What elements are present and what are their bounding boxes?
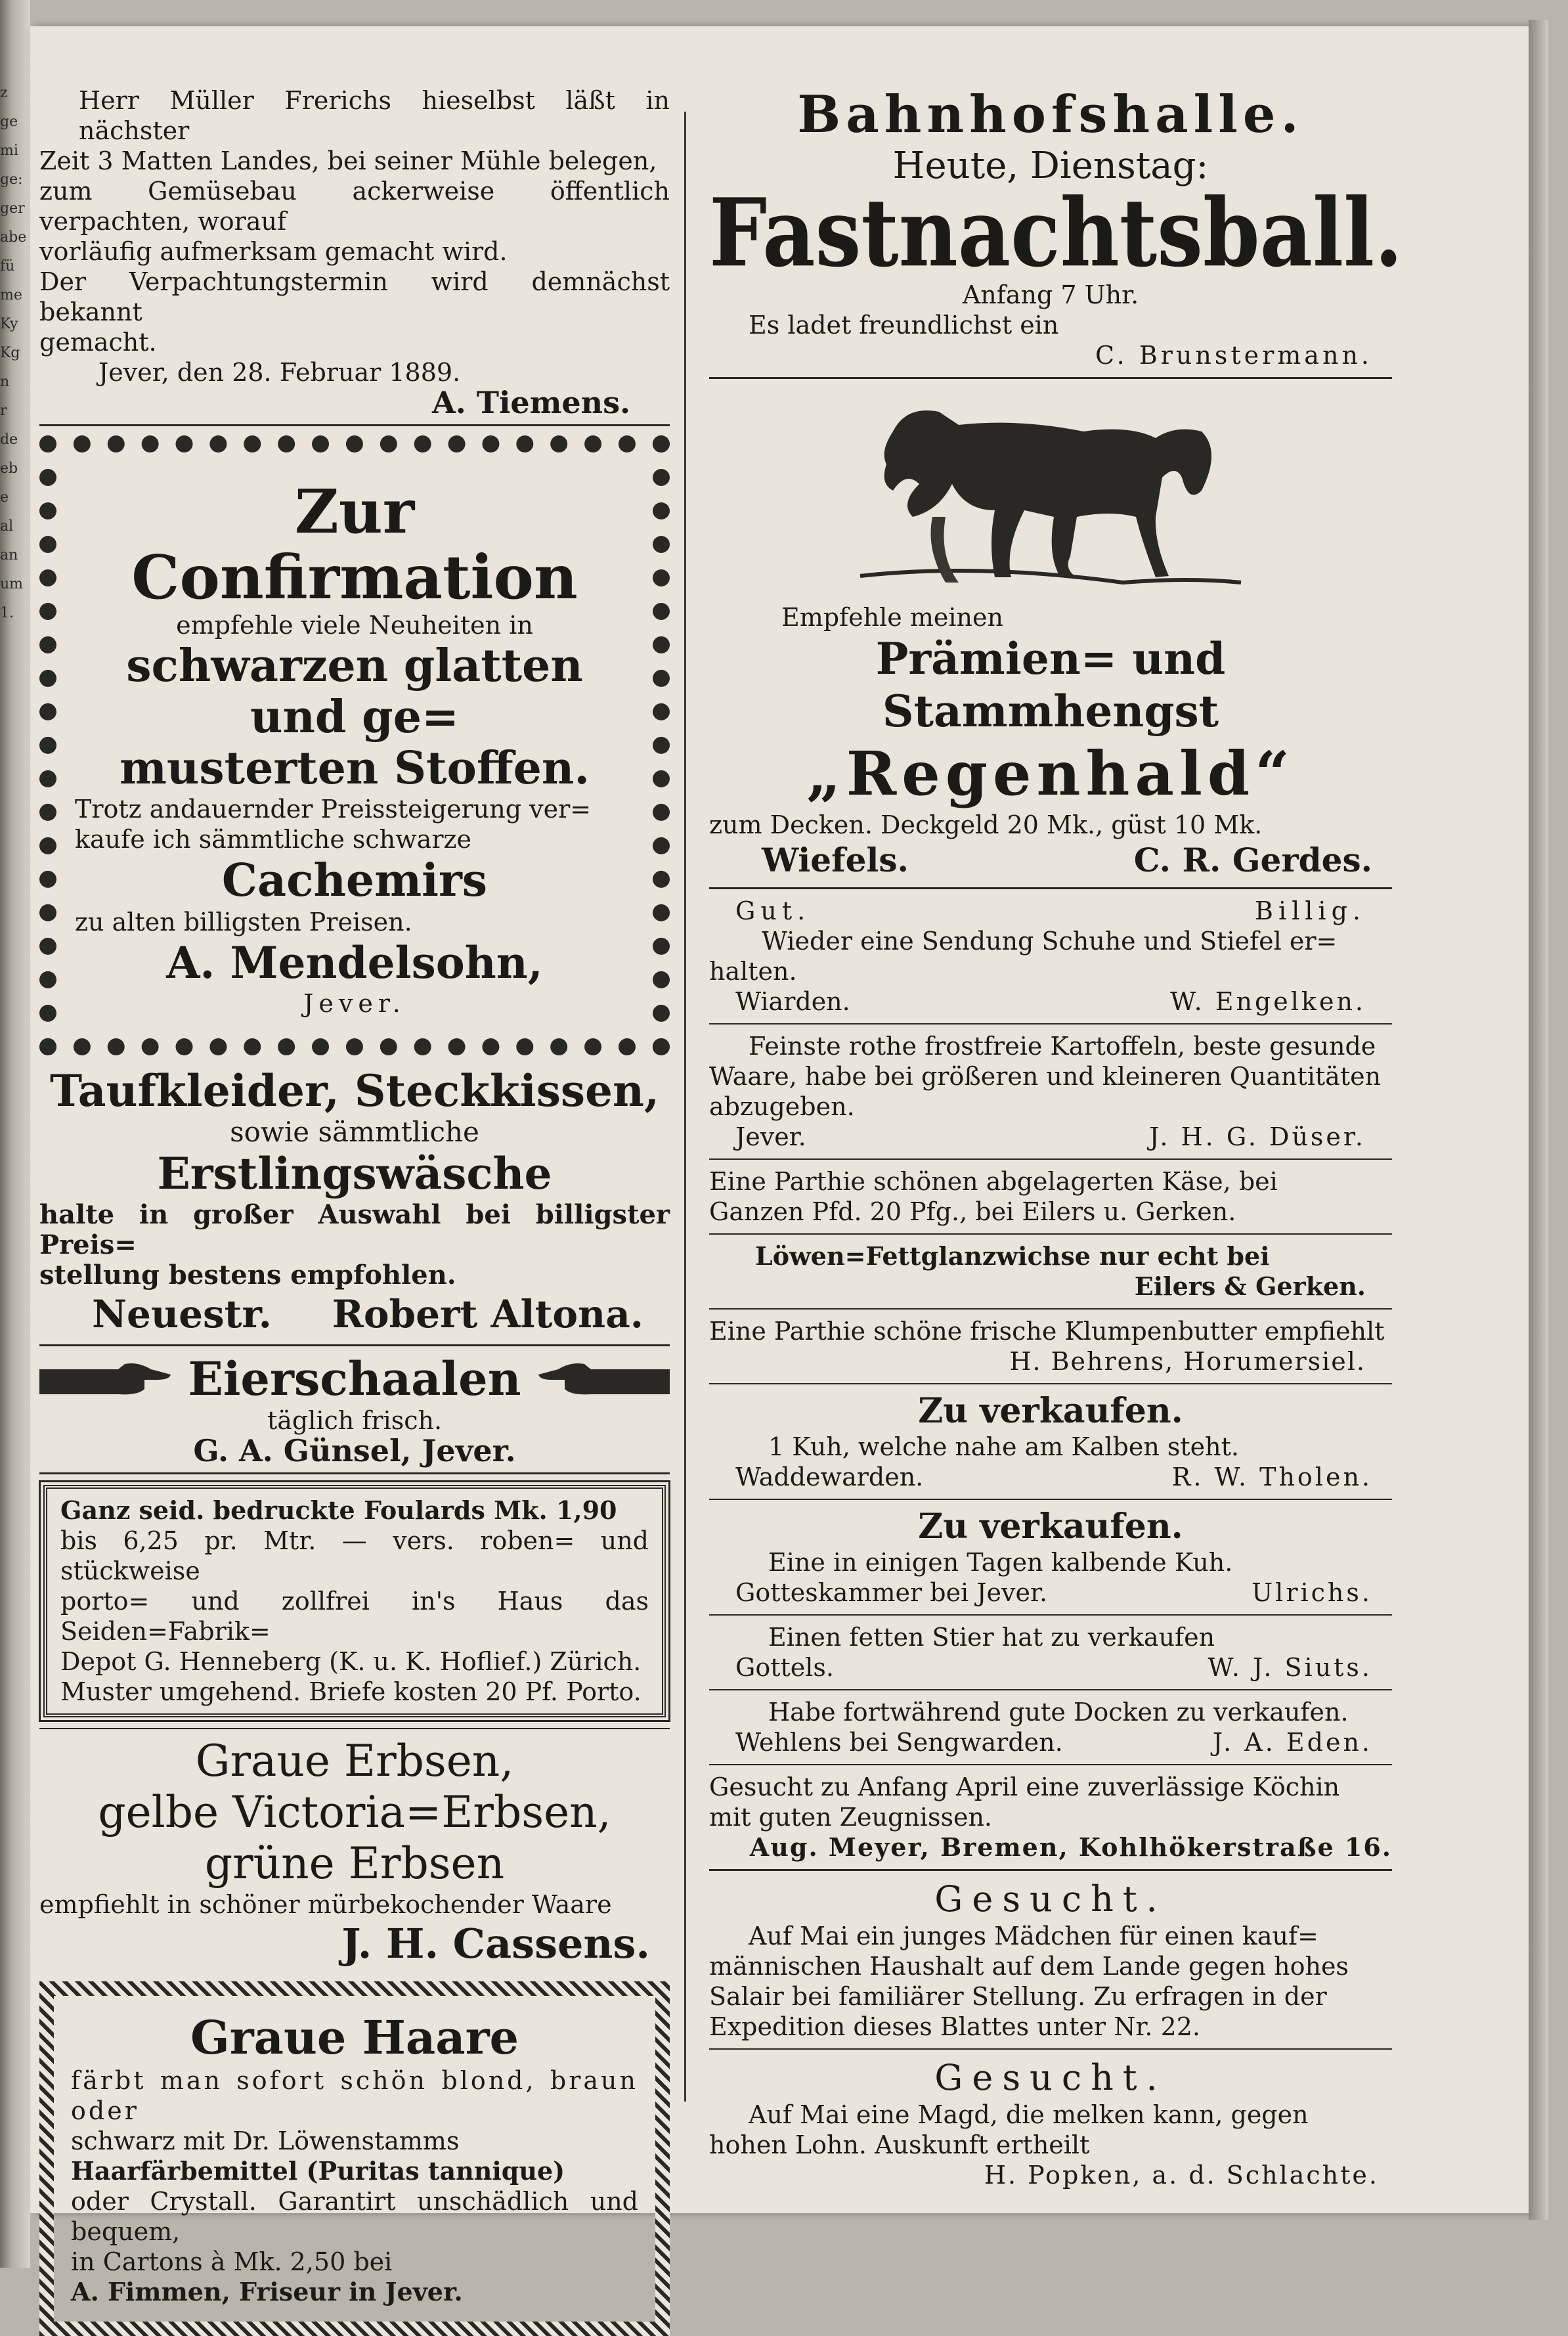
fragment-text: e [0, 489, 9, 506]
fragment-text: an [0, 547, 18, 563]
text-line: Waare, habe bei größeren und kleineren Quantitäten [709, 1062, 1382, 1091]
gesucht1-body [709, 1921, 1392, 2042]
hengst-signature: C. R. Gerdes. [1133, 841, 1372, 879]
eierschaalen-signature: G. A. Günsel, Jever. [193, 1433, 516, 1468]
ad-kuh-1 [709, 1391, 1392, 1492]
fragment-text: mi [0, 143, 18, 159]
divider [709, 1614, 1392, 1616]
docken-place: Wehlens bei Sengwarden. [735, 1728, 1063, 1757]
confirmation-big2: musterten Stoffen. [119, 742, 590, 795]
taufkleider-line1: sowie sämmtliche [230, 1116, 479, 1148]
hengst-line1: Empfehle meinen [781, 603, 1003, 632]
text-line: männischen Haushalt auf dem Lande gegen hohes [709, 1952, 1349, 1981]
divider [709, 1764, 1392, 1765]
divider [709, 1158, 1392, 1160]
kuh1-signature: R. W. Tholen. [1171, 1463, 1372, 1491]
foulards-line1: Ganz seid. bedruckte Foulards Mk. 1,90 [60, 1495, 617, 1525]
bahnhof-big: Fastnachtsball. [709, 179, 1403, 288]
text-line: Auf Mai ein junges Mädchen für einen kauf= [749, 1922, 1318, 1950]
confirmation-line2: Trotz andauernder Preissteigerung ver= [75, 795, 592, 824]
pointing-hand-left-icon [538, 1360, 670, 1398]
kuh1-place: Waddewarden. [735, 1463, 924, 1491]
taufkleider-street: Neuestr. [92, 1292, 272, 1336]
text-line: Der Verpachtungstermin wird demnächst bekannt [39, 267, 670, 326]
fragment-text: me [0, 287, 22, 303]
fragment-text: ge [0, 114, 18, 130]
kuh2-footer [709, 1577, 1392, 1608]
fragment-text: 1. [0, 605, 14, 621]
taufkleider-line2: halte in großer Auswahl bei billigster Preis= [39, 1199, 670, 1260]
schuhe-signature: W. Engelken. [1170, 987, 1366, 1016]
ad-gesucht-1 [709, 1878, 1392, 2042]
fragment-text: z [0, 85, 8, 101]
bahnhof-start: Anfang 7 Uhr. [962, 280, 1139, 309]
ad-kartoffeln [709, 1031, 1392, 1152]
text-line: vorläufig aufmerksam gemacht wird. [39, 237, 508, 266]
klumpenbutter-signature: H. Behrens, Horumersiel. [1009, 1347, 1366, 1376]
wichse-line1: Löwen=Fettglanzwichse nur echt bei [755, 1241, 1270, 1271]
confirmation-line3: kaufe ich sämmtliche schwarze [75, 825, 472, 854]
erbsen-line4: empfiehlt in schöner mürbekochender Waare [39, 1890, 612, 1919]
divider [709, 1869, 1392, 1871]
text-line: gemacht. [39, 328, 157, 357]
fragment-text: abe [0, 229, 26, 246]
divider [39, 1344, 670, 1346]
divider [709, 1383, 1392, 1384]
ad-stammhengst [709, 386, 1392, 881]
ad-gesucht-2 [709, 2056, 1392, 2190]
fragment-text: al [0, 518, 14, 535]
ad-eierschaalen [39, 1353, 670, 1466]
ad-stier [709, 1622, 1392, 1683]
hengst-place: Wiefels. [762, 841, 909, 879]
fragment-text: ge: [0, 171, 23, 188]
docken-footer [709, 1727, 1392, 1757]
kuh2-place: Gotteskammer bei Jever. [735, 1578, 1048, 1607]
horse-illustration [847, 386, 1254, 602]
erbsen-line3: grüne Erbsen [204, 1838, 505, 1889]
divider [709, 1023, 1392, 1025]
kuh1-title: Zu verkaufen. [918, 1391, 1183, 1431]
right-column [709, 85, 1403, 2190]
stier-footer [709, 1652, 1392, 1683]
graue-haare-line2: schwarz mit Dr. Löwenstamms [71, 2127, 460, 2155]
ad-koechin [709, 1772, 1392, 1862]
graue-haare-line1: färbt man sofort schön blond, braun oder [71, 2066, 638, 2125]
schuhe-footer [709, 986, 1392, 1017]
stier-place: Gottels. [735, 1653, 834, 1682]
koechin-line2: mit guten Zeugnissen. [709, 1803, 993, 1832]
fragment-text: fü [0, 258, 15, 275]
confirmation-big3: Cachemirs [221, 854, 488, 907]
ad-erbsen [39, 1736, 670, 1968]
confirmation-line1: empfehle viele Neuheiten in [176, 611, 533, 640]
muller-body [39, 85, 670, 357]
ad-taufkleider [39, 1065, 670, 1338]
stier-signature: W. J. Siuts. [1208, 1653, 1372, 1682]
taufkleider-title: Taufkleider, Steckkissen, [50, 1065, 659, 1116]
kuh1-line1: 1 Kuh, welche nahe am Kalben steht. [768, 1432, 1239, 1461]
hengst-line2: zum Decken. Deckgeld 20 Mk., güst 10 Mk. [709, 810, 1263, 839]
divider [39, 1472, 670, 1474]
fragment-text: Kg [0, 345, 20, 361]
divider [709, 1233, 1392, 1235]
ad-confirmation [39, 435, 670, 1055]
divider [709, 2048, 1392, 2050]
graue-haare-line5: in Cartons à Mk. 2,50 bei [71, 2247, 393, 2276]
ad-wichse [709, 1241, 1392, 1302]
divider [709, 1689, 1392, 1690]
confirmation-place: Jever. [303, 989, 406, 1018]
bahnhof-title: Bahnhofshalle. [797, 85, 1304, 144]
divider [709, 1499, 1392, 1500]
confirmation-signature: A. Mendelsohn, [166, 937, 543, 988]
erbsen-line1: Graue Erbsen, [195, 1736, 514, 1786]
hengst-footer [709, 840, 1392, 881]
taufkleider-footer [39, 1290, 670, 1338]
ad-foulards [43, 1485, 666, 1717]
taufkleider-line3: stellung bestens empfohlen. [39, 1260, 456, 1290]
foulards-line2: bis 6,25 pr. Mtr. — vers. roben= und stückweise [60, 1526, 649, 1585]
kuh2-signature: Ulrichs. [1252, 1578, 1372, 1607]
fragment-text: ger [0, 200, 25, 217]
previous-page-fragments [0, 79, 26, 628]
pointing-hand-right-icon [39, 1360, 171, 1398]
docken-line1: Habe fortwährend gute Docken zu verkaufen. [768, 1698, 1349, 1727]
text-line: abzugeben. [709, 1092, 855, 1121]
text-line: hohen Lohn. Auskunft ertheilt [709, 2130, 1090, 2159]
left-column [39, 85, 670, 2336]
text-line: Expedition dieses Blattes unter Nr. 22. [709, 2012, 1200, 2041]
text-line: Auf Mai eine Magd, die melken kann, gegen [749, 2100, 1309, 2129]
eierschaalen-title: Eierschaalen [188, 1352, 521, 1406]
schuhe-left: Gut. [735, 896, 811, 925]
schuhe-line2: halten. [709, 957, 797, 986]
ad-bahnhofshalle [709, 85, 1403, 370]
ad-klumpenbutter [709, 1316, 1392, 1377]
divider [39, 424, 670, 426]
bahnhof-invite: Es ladet freundlichst ein [749, 311, 1059, 340]
gesucht2-body [709, 2100, 1392, 2160]
fragment-text: de [0, 431, 18, 448]
taufkleider-big: Erstlingswäsche [157, 1148, 552, 1199]
taufkleider-name: Robert Altona. [332, 1292, 643, 1336]
text-line: Feinste rothe frostfreie Kartoffeln, beste gesunde [749, 1032, 1376, 1061]
wichse-signature: Eilers & Gerken. [1134, 1271, 1366, 1301]
schuhe-place: Wiarden. [735, 987, 850, 1016]
fragment-text: n [0, 374, 10, 390]
kaese-line1: Eine Parthie schönen abgelagerten Käse, bei [709, 1167, 1278, 1196]
confirmation-title: Zur Confirmation [131, 476, 578, 613]
text-line: Salair bei familiärer Stellung. Zu erfragen in der [709, 1982, 1327, 2011]
fragment-text: Ky [0, 316, 18, 332]
kartoffeln-body [709, 1031, 1392, 1122]
graue-haare-line6: A. Fimmen, Friseur in Jever. [71, 2277, 463, 2306]
schuhe-line1: Wieder eine Sendung Schuhe und Stiefel er= [762, 927, 1338, 956]
schuhe-right: Billig. [1255, 896, 1366, 925]
muller-signature: A. Tiemens. [432, 385, 630, 420]
divider [709, 887, 1392, 889]
column-divider [684, 112, 686, 2102]
docken-signature: J. A. Eden. [1212, 1728, 1372, 1757]
divider [709, 377, 1392, 379]
confirmation-big1: schwarzen glatten und ge= [126, 640, 583, 743]
kartoffeln-footer [709, 1122, 1392, 1152]
fragment-text: eb [0, 460, 18, 477]
erbsen-signature: J. H. Cassens. [341, 1920, 650, 1968]
fragment-text: um [0, 576, 24, 592]
stier-line1: Einen fetten Stier hat zu verkaufen [768, 1623, 1215, 1652]
koechin-signature: Aug. Meyer, Bremen, Kohlhökerstraße 16. [749, 1832, 1392, 1862]
graue-haare-line4: oder Crystall. Garantirt unschädlich und bequem, [71, 2187, 638, 2246]
divider [39, 1728, 670, 1729]
confirmation-line4: zu alten billigsten Preisen. [75, 908, 412, 937]
kartoffeln-place: Jever. [735, 1122, 806, 1151]
kuh1-footer [709, 1462, 1392, 1492]
text-line: Herr Müller Frerichs hieselbst läßt in nächster [79, 86, 670, 145]
kuh2-title: Zu verkaufen. [918, 1507, 1183, 1547]
eierschaalen-line1: täglich frisch. [267, 1406, 443, 1435]
kaese-line2: Ganzen Pfd. 20 Pfg., bei Eilers u. Gerken. [709, 1197, 1236, 1226]
foulards-line5: Muster umgehend. Briefe kosten 20 Pf. Porto. [60, 1677, 642, 1706]
graue-haare-line3: Haarfärbemittel (Puritas tannique) [71, 2156, 565, 2186]
kuh2-line1: Eine in einigen Tagen kalbende Kuh. [768, 1548, 1233, 1577]
fragment-text: r [0, 403, 7, 419]
hengst-name: „Regenhald“ [806, 738, 1296, 809]
gesucht2-title: Gesucht. [934, 2057, 1167, 2098]
foulards-line4: Depot G. Henneberg (K. u. K. Hoflief.) Zürich. [60, 1647, 642, 1676]
gesucht1-title: Gesucht. [934, 1878, 1167, 1920]
bahnhof-signature: C. Brunstermann. [1095, 341, 1372, 370]
bahnhof-subtitle: Heute, Dienstag: [892, 144, 1209, 187]
gesucht2-signature: H. Popken, a. d. Schlachte. [984, 2161, 1379, 2190]
ad-kaese [709, 1166, 1392, 1227]
divider [709, 1308, 1392, 1310]
text-line: Zeit 3 Matten Landes, bei seiner Mühle belegen, [39, 146, 657, 175]
schuhe-header [709, 896, 1392, 926]
eierschaalen-heading [39, 1353, 670, 1405]
graue-haare-title: Graue Haare [190, 2010, 519, 2065]
ad-docken [709, 1697, 1392, 1757]
scan-right-edge [1529, 20, 1548, 2220]
koechin-line1: Gesucht zu Anfang April eine zuverlässige Köchin [709, 1773, 1340, 1801]
muller-date: Jever, den 28. Februar 1889. [98, 358, 461, 387]
kartoffeln-signature: J. H. G. Düser. [1149, 1122, 1366, 1151]
foulards-line3: porto= und zollfrei in's Haus das Seiden=Fabrik= [60, 1587, 649, 1646]
ad-schuhe [709, 896, 1392, 1017]
ad-muller-frerichs [39, 85, 670, 418]
ad-graue-haare [39, 1981, 670, 2336]
erbsen-line2: gelbe Victoria=Erbsen, [98, 1787, 611, 1838]
hengst-title: Prämien= und Stammhengst [875, 633, 1226, 737]
klumpenbutter-line1: Eine Parthie schöne frische Klumpenbutter empfiehlt [709, 1317, 1385, 1346]
text-line: zum Gemüsebau ackerweise öffentlich verpachten, worauf [39, 177, 670, 236]
ad-kuh-2 [709, 1507, 1392, 1608]
